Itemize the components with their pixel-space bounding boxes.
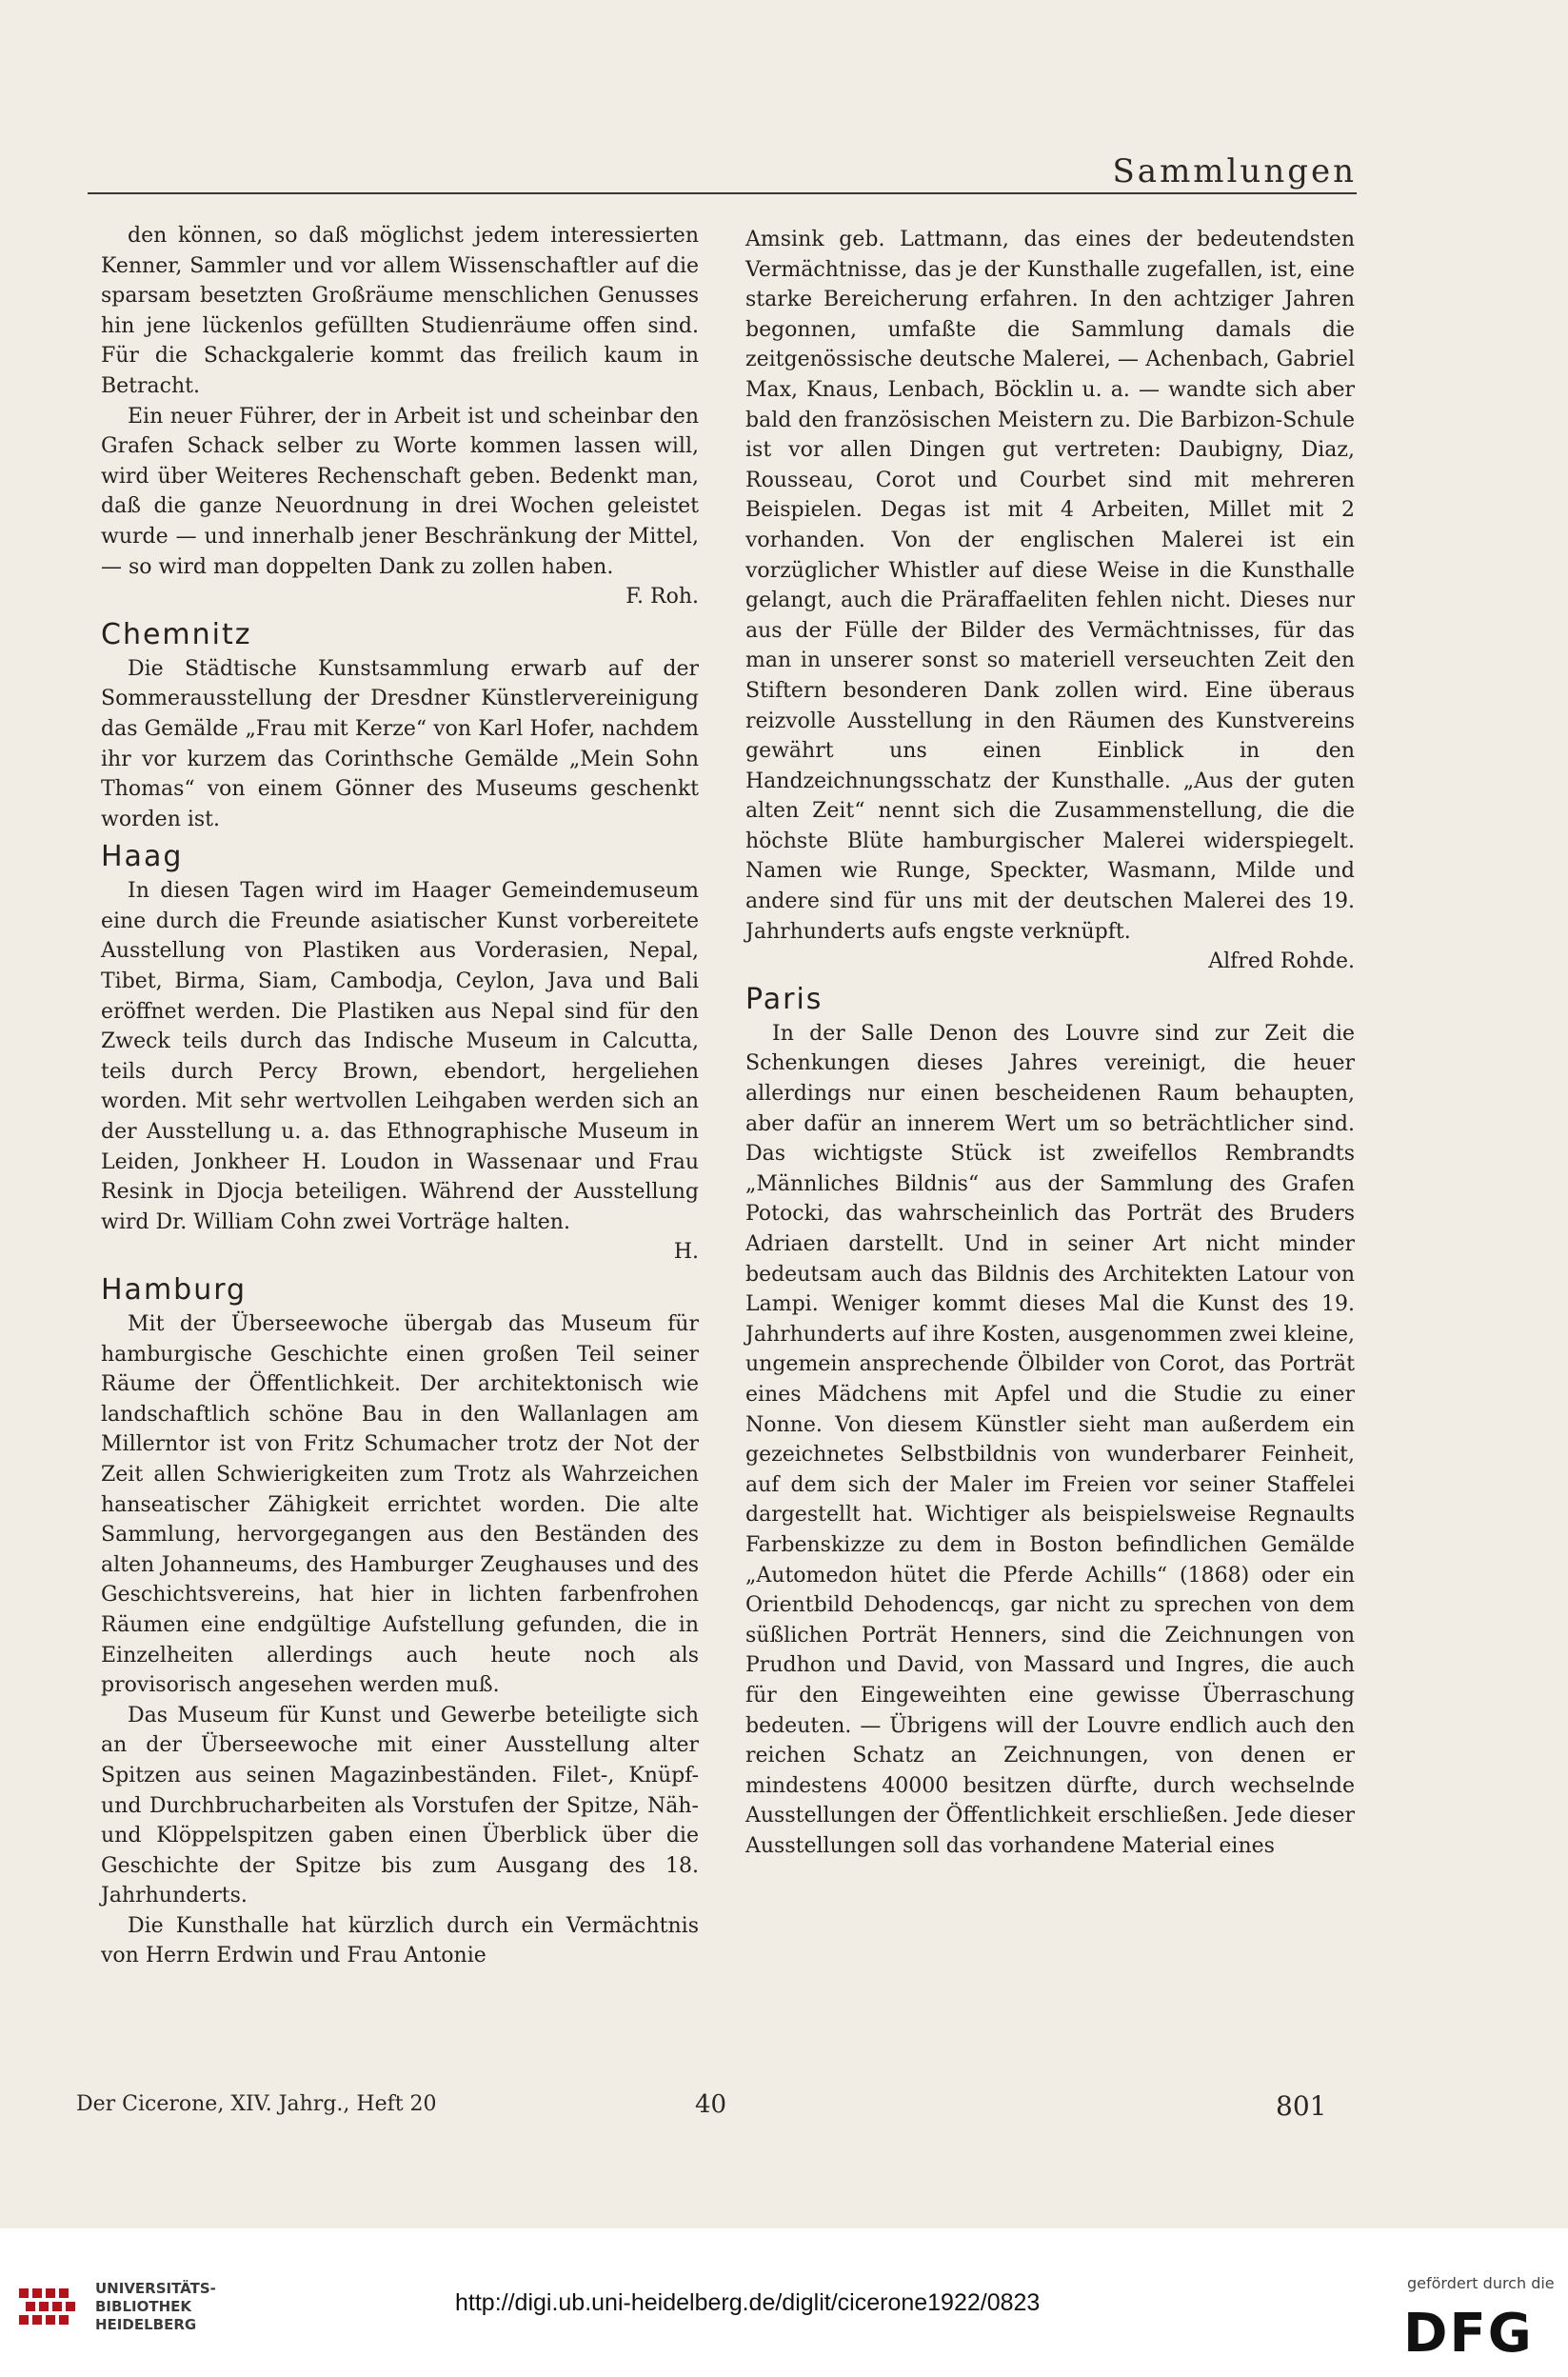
paragraph: Die Kunsthalle hat kürzlich durch ein Vermächtnis von Herrn Erdwin und Frau Antonie: [101, 1913, 699, 1968]
paragraph: In diesen Tagen wird im Haager Gemeindemuseum eine durch die Freunde asiatischer Kunst vorbereitete Ausstellung von Plastiken aus Vorderasien, Nepal, Tibet, Birma, Siam, Cambodja, Ceylon, Java und Bali eröffnet werden. Die Plastiken aus Nepal sind für den Zweck teils durch das Indische Museum in Calcutta, teils durch Percy Brown, ebendort, hergeliehen worden. Mit sehr wertvollen Leihgaben werden sich an der Ausstellung u. a. das Ethnographische Museum in Leiden, Jonkheer H. Loudon in Wassenaar und Frau Resink in Djocja beteiligen. Während der Ausstellung wird Dr. William Cohn zwei Vorträge halten.: [101, 879, 699, 1234]
section-heading: Chemnitz: [101, 617, 252, 651]
right-column: [745, 225, 1355, 1861]
section-heading: Paris: [745, 982, 824, 1016]
section-heading: Hamburg: [101, 1273, 248, 1307]
journal-footer: Der Cicerone, XIV. Jahrg., Heft 20: [76, 2092, 437, 2116]
author-signature: F. Roh.: [625, 585, 699, 609]
permalink-url[interactable]: http://digi.ub.uni-heidelberg.de/diglit/cicerone1922/0823: [455, 2289, 1041, 2316]
dfg-logo: DFG: [1403, 2303, 1534, 2365]
author-signature: H.: [673, 1240, 699, 1265]
funding-note: gefördert durch die: [1407, 2274, 1555, 2292]
page-number: 801: [1276, 2090, 1327, 2122]
paragraph: Das Museum für Kunst und Gewerbe beteiligte sich an der Überseewoche mit einer Ausstellung alter Spitzen aus seinen Magazinbeständen. Filet-, Knüpf- und Durchbrucharbeiten als Vorstufen der Spitze, Näh- und Klöppelspitzen gaben einen Überblick über die Geschichte der Spitze bis zum Ausgang des 18. Jahrhunderts.: [101, 1703, 699, 1908]
paragraph: Die Städtische Kunstsammlung erwarb auf der Sommerausstellung der Dresdner Künstlervereinigung das Gemälde „Frau mit Kerze“ von Karl Hofer, nachdem ihr vor kurzem das Corinthsche Gemälde „Mein Sohn Thomas“ von einem Gönner des Museums geschenkt worden ist.: [101, 656, 699, 831]
paragraph: In der Salle Denon des Louvre sind zur Zeit die Schenkungen dieses Jahres vereinigt, die heuer allerdings nur einen bescheidenen Raum behaupten, aber dafür an innerem Wert um so beträchtlicher sind. Das wichtigste Stück ist zweifellos Rembrandts „Männliches Bildnis“ aus der Sammlung des Grafen Potocki, das wahrscheinlich das Porträt des Bruders Adriaen darstellt. Und in seiner Art nicht minder bedeutsam auch das Bildnis des Architekten Latour von Lampi. Weniger kommt dieses Mal die Kunst des 19. Jahrhunderts auf ihre Kosten, ausgenommen zwei kleine, ungemein ansprechende Ölbilder von Corot, das Porträt eines Mädchens mit Apfel und die Studie zu einer Nonne. Von diesem Künstler sieht man außerdem ein gezeichnetes Selbstbildnis von wunderbarer Feinheit, auf dem sich der Maler im Freien vor seiner Staffelei dargestellt hat. Wichtiger als beispielsweise Regnaults Farbenskizze zu dem in Boston befindlichen Gemälde „Automedon hütet die Pferde Achills“ (1868) oder ein Orientbild Dehodencqs, gar nicht zu sprechen von dem süßlichen Porträt Henners, sind die Zeichnungen von Prudhon und David, von Massard und Ingres, die auch für den Eingeweihten eine gewisse Überraschung bedeuten. — Übrigens will der Louvre endlich auch den reichen Schatz an Zeichnungen, von denen er mindestens 40000 besitzen dürfte, durch wechselnde Ausstellungen der Öffentlichkeit erschließen. Jede dieser Ausstellungen soll das vorhandene Material eines: [745, 1021, 1355, 1858]
running-head: Sammlungen: [1112, 152, 1357, 190]
paragraph: Mit der Überseewoche übergab das Museum für hamburgische Geschichte einen großen Teil seiner Räume der Öffentlichkeit. Der architektonisch wie landschaftlich schöne Bau in den Wallanlagen am Millerntor ist von Fritz Schumacher trotz der Not der Zeit allen Schwierigkeiten zum Trotz als Wahrzeichen hanseatischer Zähigkeit errichtet worden. Die alte Sammlung, hervorgegangen aus den Beständen des alten Johanneums, des Hamburger Zeughauses und des Geschichtsvereins, hat hier in lichten farbenfrohen Räumen eine endgültige Aufstellung gefunden, die in Einzelheiten allerdings auch heute noch als provisorisch angesehen werden muß.: [101, 1312, 699, 1698]
section-heading: Haag: [101, 840, 184, 874]
left-column: [101, 221, 699, 1971]
university-seal-icon: [11, 2279, 88, 2338]
paragraph: Amsink geb. Lattmann, das eines der bedeutendsten Vermächtnisse, das je der Kunsthalle zugefallen, ist, eine starke Bereicherung erfahren. In den achtziger Jahren begonnen, umfaßte die Sammlung damals die zeitgenössische deutsche Malerei, — Achenbach, Gabriel Max, Knaus, Lenbach, Böcklin u. a. — wandte sich aber bald den französischen Meistern zu. Die Barbizon-Schule ist vor allen Dingen gut vertreten: Daubigny, Diaz, Rousseau, Corot und Courbet sind mit mehreren Beispielen. Degas ist mit 4 Arbeiten, Millet mit 2 vorhanden. Von der englischen Malerei ist ein vorzüglicher Whistler auf diese Weise in die Kunsthalle gelangt, auch die Präraffaeliten fehlen nicht. Dieses nur aus der Fülle der Bilder des Vermächtnisses, für das man in unserer sonst so materiell verseuchten Zeit den Stiftern besonderen Dank zollen wird. Eine überaus reizvolle Ausstellung in den Räumen des Kunstvereins gewährt uns einen Einblick in den Handzeichnungsschatz der Kunsthalle. „Aus der guten alten Zeit“ nennt sich die Zusammenstellung, die die höchste Blüte hamburgischer Malerei widerspiegelt. Namen wie Runge, Speckter, Wasmann, Milde und andere sind für uns mit der deutschen Malerei des 19. Jahrhunderts aufs engste verknüpft.: [745, 228, 1355, 944]
library-name: UNIVERSITÄTS- BIBLIOTHEK HEIDELBERG: [95, 2280, 216, 2333]
paragraph: Ein neuer Führer, der in Arbeit ist und scheinbar den Grafen Schack selber zu Worte kommen lassen will, wird über Weiteres Rechenschaft geben. Bedenkt man, daß die ganze Neuordnung in drei Wochen geleistet wurde — und innerhalb jener Beschränkung der Mittel, — so wird man doppelten Dank zu zollen haben.: [101, 404, 699, 579]
paragraph: den können, so daß möglichst jedem interessierten Kenner, Sammler und vor allem Wissenschaftler auf die sparsam besetzten Großräume menschlichen Genusses hin jene lückenlos gefüllten Studienräume offen sind. Für die Schackgalerie kommt das freilich kaum in Betracht.: [101, 224, 699, 398]
author-signature: Alfred Rohde.: [1208, 949, 1355, 974]
header-rule: [88, 192, 1357, 194]
signature-mark: 40: [695, 2090, 727, 2119]
